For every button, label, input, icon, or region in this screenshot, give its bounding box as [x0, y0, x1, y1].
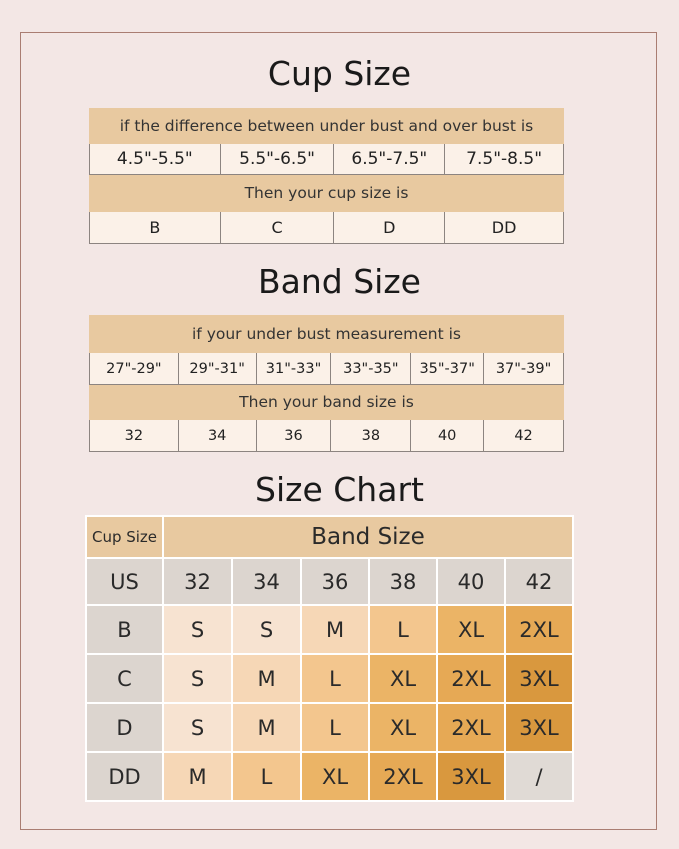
size-cell: XL [302, 753, 368, 800]
band-size-value: 32 [90, 420, 179, 452]
cup-range: 5.5"-6.5" [220, 144, 334, 175]
band-size-header: Band Size [164, 517, 572, 557]
band-prompt: if your under bust measurement is [90, 316, 564, 353]
band-header: 42 [506, 559, 572, 604]
size-cell: 3XL [438, 753, 504, 800]
cup-result-label: Then your cup size is [90, 175, 564, 212]
band-size-value: 34 [178, 420, 256, 452]
cup-size-value: C [220, 212, 334, 244]
size-cell: S [233, 606, 300, 653]
cup-size-title: Cup Size [267, 54, 412, 93]
cup-size-value: D [334, 212, 445, 244]
size-cell: L [302, 704, 368, 751]
band-range: 27"-29" [90, 353, 179, 385]
size-cell: 2XL [438, 655, 504, 702]
cup-size-header: Cup Size [87, 517, 162, 557]
size-cell: S [164, 704, 231, 751]
size-cell: XL [370, 704, 436, 751]
band-result-label: Then your band size is [90, 385, 564, 420]
band-range: 29"-31" [178, 353, 256, 385]
band-header: 32 [164, 559, 231, 604]
table-row [87, 606, 572, 653]
band-header: 34 [233, 559, 300, 604]
band-range: 35"-37" [411, 353, 484, 385]
cup-range: 4.5"-5.5" [90, 144, 221, 175]
size-chart-title: Size Chart [255, 470, 424, 509]
size-cell: 3XL [506, 655, 572, 702]
cup-header: B [87, 606, 162, 653]
size-cell: 2XL [506, 606, 572, 653]
cup-header: D [87, 704, 162, 751]
cup-size-table [89, 108, 564, 244]
size-cell: M [233, 655, 300, 702]
band-size-value: 42 [484, 420, 564, 452]
size-cell: 2XL [370, 753, 436, 800]
band-size-value: 38 [331, 420, 411, 452]
table-row [87, 655, 572, 702]
cup-header: DD [87, 753, 162, 800]
size-chart-table [85, 515, 574, 802]
table-row [87, 704, 572, 751]
us-label: US [87, 559, 162, 604]
size-cell: L [370, 606, 436, 653]
cup-size-value: B [90, 212, 221, 244]
band-header: 38 [370, 559, 436, 604]
cup-size-value: DD [445, 212, 564, 244]
band-range: 37"-39" [484, 353, 564, 385]
size-cell: L [302, 655, 368, 702]
cup-prompt: if the difference between under bust and over bust is [90, 109, 564, 144]
size-cell: XL [370, 655, 436, 702]
size-cell: 3XL [506, 704, 572, 751]
cup-range: 6.5"-7.5" [334, 144, 445, 175]
size-cell: M [164, 753, 231, 800]
cup-header: C [87, 655, 162, 702]
band-header: 36 [302, 559, 368, 604]
band-header: 40 [438, 559, 504, 604]
band-size-title: Band Size [258, 262, 421, 301]
table-row [87, 753, 572, 800]
size-cell: 2XL [438, 704, 504, 751]
size-cell: M [233, 704, 300, 751]
band-range: 31"-33" [256, 353, 331, 385]
band-size-value: 36 [256, 420, 331, 452]
size-cell: / [506, 753, 572, 800]
size-cell: S [164, 606, 231, 653]
size-cell: L [233, 753, 300, 800]
size-cell: M [302, 606, 368, 653]
size-cell: XL [438, 606, 504, 653]
band-size-value: 40 [411, 420, 484, 452]
band-size-table [89, 315, 564, 452]
cup-range: 7.5"-8.5" [445, 144, 564, 175]
size-cell: S [164, 655, 231, 702]
band-range: 33"-35" [331, 353, 411, 385]
